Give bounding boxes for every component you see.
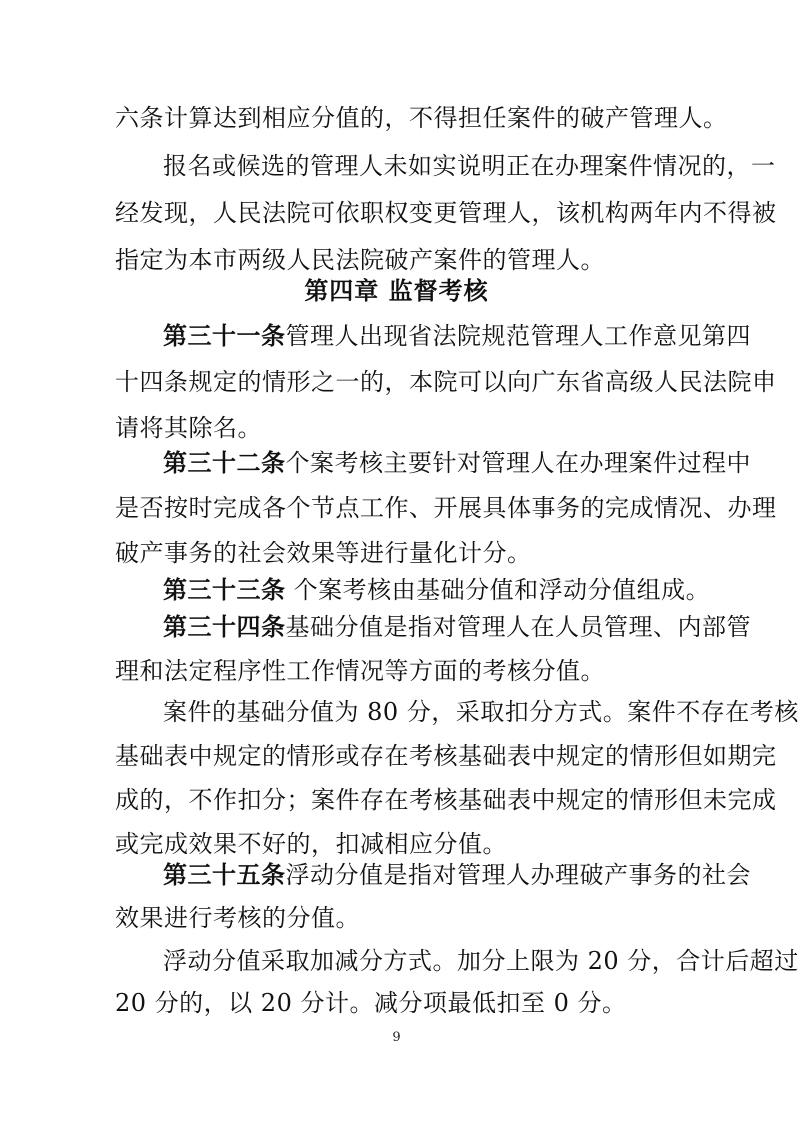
article-label: 第三十二条 <box>163 449 286 477</box>
article-text: 个案考核由基础分值和浮动分值组成。 <box>293 576 711 604</box>
text-line: 报名或候选的管理人未如实说明正在办理案件情况的，一 <box>163 152 776 180</box>
page-number: 9 <box>392 1030 401 1045</box>
text-line: 破产事务的社会效果等进行量化计分。 <box>115 539 532 567</box>
text-line: 基础表中规定的情形或存在考核基础表中规定的情形但如期完 <box>115 742 777 770</box>
article-33-line <box>163 575 711 605</box>
article-label: 第三十一条 <box>163 322 286 350</box>
article-text: 浮动分值是指对管理人办理破产事务的社会 <box>285 861 751 889</box>
article-label: 第三十五条 <box>163 861 286 889</box>
text-line: 请将其除名。 <box>115 414 262 442</box>
text-line: 六条计算达到相应分值的，不得担任案件的破产管理人。 <box>115 104 728 132</box>
text-line: 20 分的，以 20 分计。减分项最低扣至 0 分。 <box>115 989 627 1017</box>
text-line: 浮动分值采取加减分方式。加分上限为 20 分，合计后超过 <box>163 947 799 975</box>
text-line: 十四条规定的情形之一的，本院可以向广东省高级人民法院申 <box>115 368 777 396</box>
text-line: 案件的基础分值为 80 分，采取扣分方式。案件不存在考核 <box>163 698 799 726</box>
text-line: 或完成效果不好的，扣减相应分值。 <box>115 830 507 858</box>
article-32-line <box>163 448 751 478</box>
article-31-line <box>163 321 751 351</box>
chapter-heading: 第四章 监督考核 <box>304 277 489 305</box>
article-34-line <box>163 612 751 642</box>
text-line: 是否按时完成各个节点工作、开展具体事务的完成情况、办理 <box>115 494 777 522</box>
article-label: 第三十四条 <box>163 613 286 641</box>
text-line: 理和法定程序性工作情况等方面的考核分值。 <box>115 657 605 685</box>
article-label: 第三十三条 <box>163 576 286 604</box>
text-line: 成的，不作扣分；案件存在考核基础表中规定的情形但未完成 <box>115 786 777 814</box>
text-line: 指定为本市两级人民法院破产案件的管理人。 <box>115 246 605 274</box>
article-35-line <box>163 860 751 890</box>
article-text: 基础分值是指对管理人在人员管理、内部管 <box>285 613 751 641</box>
article-text: 管理人出现省法院规范管理人工作意见第四 <box>285 322 751 350</box>
text-line: 效果进行考核的分值。 <box>115 904 360 932</box>
text-line: 经发现，人民法院可依职权变更管理人，该机构两年内不得被 <box>115 199 777 227</box>
article-text: 个案考核主要针对管理人在办理案件过程中 <box>285 449 751 477</box>
